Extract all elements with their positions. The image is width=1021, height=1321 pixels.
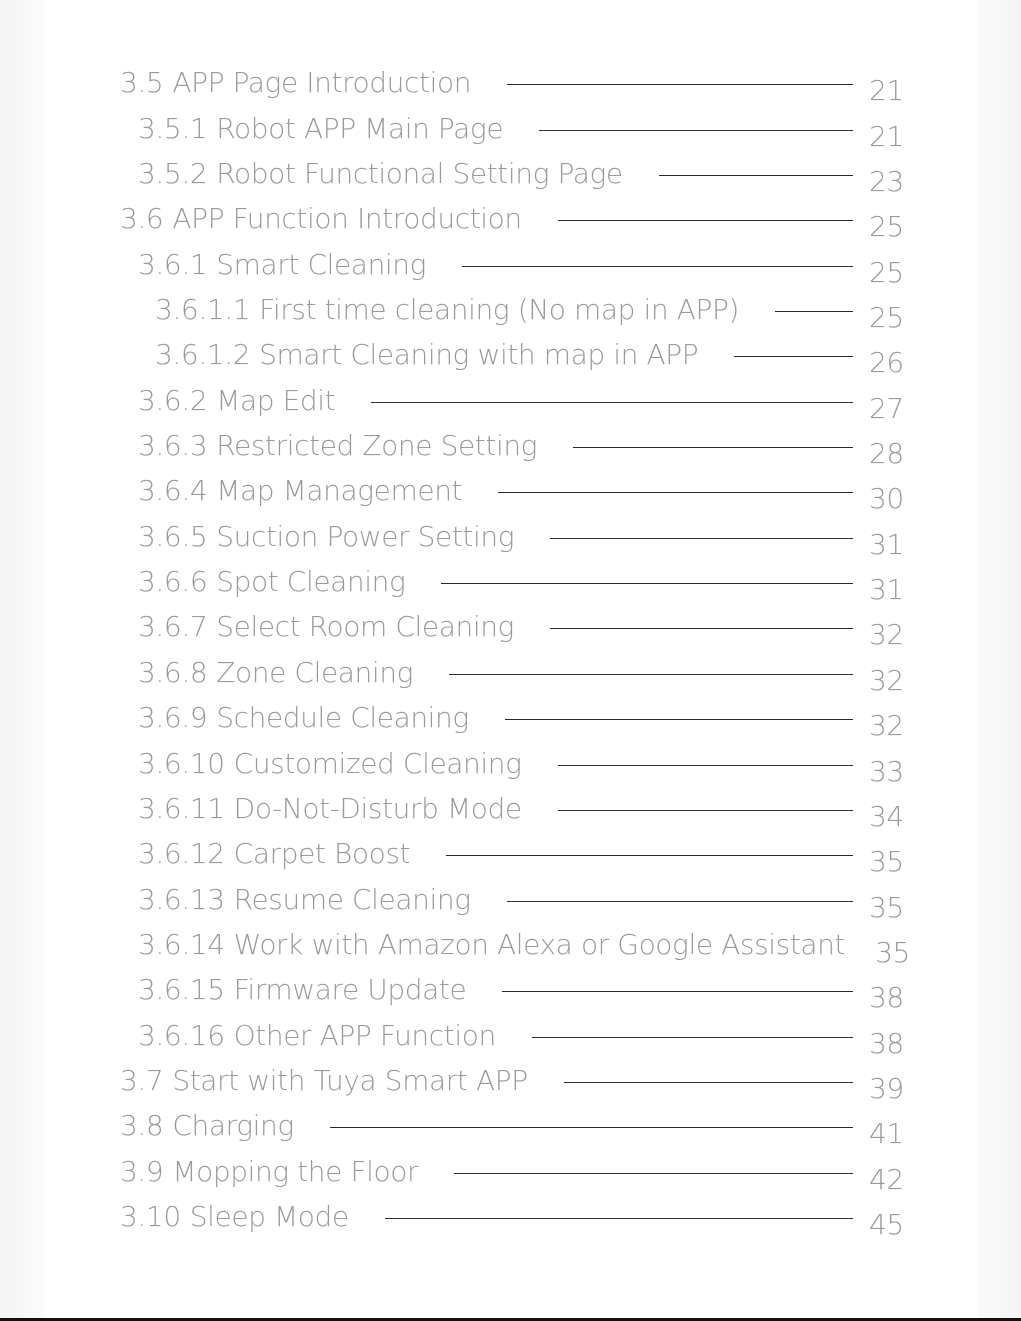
toc-entry-number: 3.6.8	[138, 655, 208, 689]
toc-leader-line	[539, 130, 853, 131]
toc-entry[interactable]	[0, 967, 1021, 1015]
toc-entry[interactable]	[0, 105, 1021, 153]
toc-entry-number: 3.6.1.2	[155, 338, 251, 372]
toc-entry[interactable]	[0, 423, 1021, 471]
toc-leader-line	[558, 810, 853, 811]
toc-entry-title: Zone Cleaning	[216, 655, 414, 689]
toc-entry-number: 3.6.16	[138, 1018, 225, 1052]
toc-entry-page: 32	[869, 618, 904, 652]
toc-leader-line	[558, 220, 853, 221]
toc-entry-page: 26	[869, 346, 904, 380]
toc-entry-page: 38	[869, 981, 904, 1015]
toc-entry-title: Restricted Zone Setting	[216, 429, 538, 463]
toc-entry[interactable]	[0, 513, 1021, 561]
toc-entry-number: 3.6.9	[138, 701, 208, 735]
toc-entry-page: 31	[869, 527, 904, 561]
toc-entry-page: 32	[869, 663, 904, 697]
toc-entry-page: 45	[869, 1207, 904, 1241]
toc-entry-page: 21	[869, 119, 904, 153]
toc-entry[interactable]	[0, 740, 1021, 788]
toc-entry-page: 31	[869, 573, 904, 607]
toc-entry-number: 3.6.4	[138, 474, 208, 508]
toc-entry[interactable]	[0, 559, 1021, 607]
toc-entry-title: Smart Cleaning	[216, 247, 427, 281]
toc-entry[interactable]	[0, 831, 1021, 879]
toc-leader-line	[330, 1127, 853, 1128]
toc-entry-title: Mopping the Floor	[172, 1154, 419, 1188]
toc-entry-number: 3.6	[120, 202, 164, 236]
toc-entry-page: 25	[869, 210, 904, 244]
toc-entry-title: Charging	[172, 1109, 294, 1143]
toc-entry-title: Other APP Function	[233, 1018, 496, 1052]
toc-entry-page: 23	[869, 165, 904, 199]
toc-entry-title: Do-Not-Disturb Mode	[233, 791, 522, 825]
toc-entry-title: Map Management	[216, 474, 463, 508]
toc-entry-page: 39	[869, 1071, 904, 1105]
toc-entry[interactable]	[0, 196, 1021, 244]
toc-entry-title: Carpet Boost	[233, 837, 411, 871]
toc-entry-title: Robot APP Main Page	[216, 111, 504, 145]
toc-leader-line	[505, 719, 853, 720]
toc-entry-number: 3.6.2	[138, 383, 208, 417]
toc-entry-number: 3.6.1	[138, 247, 208, 281]
toc-entry-number: 3.10	[120, 1199, 181, 1233]
toc-entry-title: Work with Amazon Alexa or Google Assistant	[233, 927, 846, 961]
toc-entry-number: 3.6.10	[138, 746, 225, 780]
toc-entry-page: 32	[869, 709, 904, 743]
toc-entry[interactable]	[0, 287, 1021, 335]
toc-leader-line	[446, 855, 853, 856]
toc-entry[interactable]	[0, 1148, 1021, 1196]
toc-leader-line	[573, 447, 853, 448]
toc-entry-title: Sleep Mode	[189, 1199, 349, 1233]
toc-entry-page: 27	[869, 391, 904, 425]
toc-entry-page: 30	[869, 482, 904, 516]
toc-entry-number: 3.6.6	[138, 565, 208, 599]
toc-entry-number: 3.6.12	[138, 837, 225, 871]
toc-leader-line	[385, 1218, 853, 1219]
toc-entry-number: 3.7	[120, 1063, 164, 1097]
toc-entry-page: 41	[869, 1117, 904, 1151]
toc-entry-title: Robot Functional Setting Page	[216, 157, 623, 191]
toc-entry-number: 3.6.13	[138, 882, 225, 916]
toc-entry-number: 3.9	[120, 1154, 164, 1188]
toc-entry-number: 3.6.11	[138, 791, 225, 825]
toc-leader-line	[532, 1037, 853, 1038]
toc-entry-number: 3.6.7	[138, 610, 208, 644]
toc-entry[interactable]	[0, 1012, 1021, 1060]
toc-entry-number: 3.6.1.1	[155, 293, 251, 327]
toc-entry-page: 35	[869, 890, 904, 924]
toc-entry-number: 3.6.3	[138, 429, 208, 463]
toc-leader-line	[462, 266, 853, 267]
toc-leader-line	[550, 628, 853, 629]
toc-leader-line	[498, 492, 853, 493]
toc-entry-title: Schedule Cleaning	[216, 701, 469, 735]
toc-entry-title: APP Function Introduction	[172, 202, 522, 236]
toc-entry-title: Map Edit	[216, 383, 336, 417]
toc-entry-page: 33	[869, 754, 904, 788]
toc-entry-title: Suction Power Setting	[216, 519, 515, 553]
toc-entry-title: Firmware Update	[233, 973, 467, 1007]
toc-entry[interactable]	[0, 876, 1021, 924]
toc-entry-number: 3.5.2	[138, 157, 208, 191]
toc-entry-number: 3.8	[120, 1109, 164, 1143]
toc-entry-page: 38	[869, 1026, 904, 1060]
toc-leader-line	[441, 583, 853, 584]
toc-entry-page: 35	[869, 845, 904, 879]
toc-entry-page: 35	[875, 935, 910, 969]
toc-entry-page: 42	[869, 1162, 904, 1196]
toc-entry-number: 3.5.1	[138, 111, 208, 145]
toc-entry-title: Start with Tuya Smart APP	[172, 1063, 528, 1097]
toc-entry-title: Smart Cleaning with map in APP	[259, 338, 699, 372]
toc-entry[interactable]	[0, 151, 1021, 199]
toc-leader-line	[507, 901, 853, 902]
toc-leader-line	[449, 674, 853, 675]
toc-leader-line	[550, 538, 853, 539]
toc-entry[interactable]	[0, 1058, 1021, 1103]
toc-leader-line	[659, 175, 853, 176]
toc-entry[interactable]	[0, 60, 1021, 108]
toc-entry[interactable]	[0, 332, 1021, 380]
toc-entry-title: First time cleaning (No map in APP)	[259, 293, 739, 327]
toc-entry-title: Spot Cleaning	[216, 565, 406, 599]
toc-entry[interactable]	[0, 604, 1021, 652]
toc-entry-title: Resume Cleaning	[233, 882, 471, 916]
toc-leader-line	[564, 1082, 853, 1083]
toc-leader-line	[558, 765, 853, 766]
table-of-contents	[0, 60, 1021, 1239]
toc-leader-line	[775, 311, 853, 312]
toc-entry[interactable]	[0, 695, 1021, 743]
toc-leader-line	[734, 356, 853, 357]
toc-entry[interactable]	[0, 241, 1021, 289]
toc-entry[interactable]	[0, 377, 1021, 425]
toc-entry[interactable]	[0, 922, 1021, 967]
toc-leader-line	[371, 402, 853, 403]
toc-entry-title: APP Page Introduction	[172, 66, 472, 100]
toc-leader-line	[507, 84, 853, 85]
toc-entry[interactable]	[0, 468, 1021, 516]
toc-entry-page: 25	[869, 301, 904, 335]
toc-leader-line	[454, 1173, 853, 1174]
toc-entry[interactable]	[0, 1103, 1021, 1151]
toc-entry-number: 3.6.5	[138, 519, 208, 553]
toc-entry-title: Customized Cleaning	[233, 746, 522, 780]
toc-entry-page: 34	[869, 799, 904, 833]
toc-entry-title: Select Room Cleaning	[216, 610, 514, 644]
toc-entry[interactable]	[0, 786, 1021, 831]
toc-leader-line	[502, 991, 853, 992]
toc-entry-number: 3.6.14	[138, 927, 225, 961]
toc-entry-page: 28	[869, 437, 904, 471]
toc-entry[interactable]	[0, 649, 1021, 697]
toc-entry-page: 25	[869, 255, 904, 289]
toc-entry-number: 3.6.15	[138, 973, 225, 1007]
toc-entry[interactable]	[0, 1194, 1021, 1239]
toc-entry-number: 3.5	[120, 66, 164, 100]
toc-entry-page: 21	[869, 74, 904, 108]
